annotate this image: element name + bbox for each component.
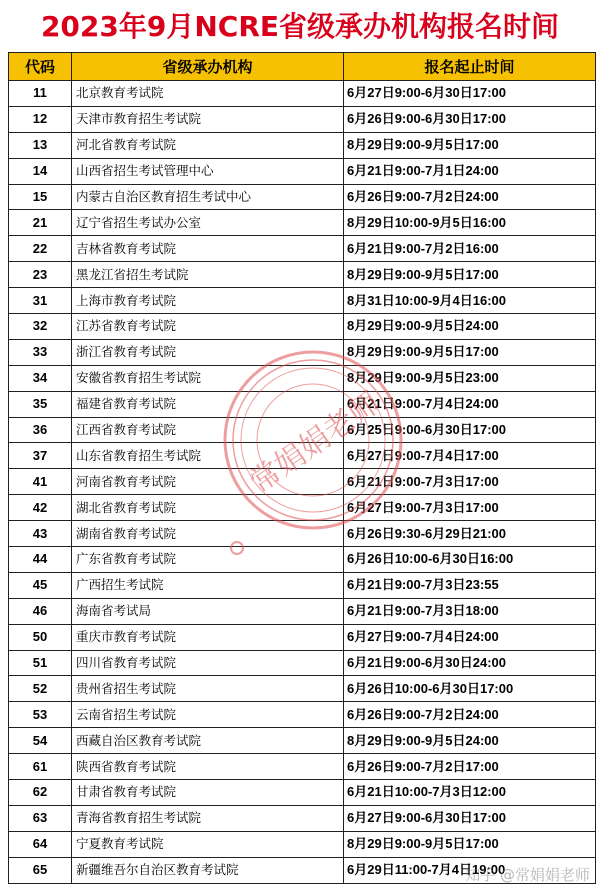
- cell-code: 42: [9, 495, 72, 521]
- svg-text:常娟娟老师: 常娟娟老师: [243, 385, 387, 501]
- table-row: [9, 184, 596, 210]
- cell-time: 6月26日10:00-6月30日16:00: [344, 547, 596, 573]
- cell-org: 吉林省教育考试院: [72, 236, 344, 262]
- cell-code: 22: [9, 236, 72, 262]
- cell-org: 广西招生考试院: [72, 572, 344, 598]
- cell-code: 12: [9, 106, 72, 132]
- table-row: [9, 650, 596, 676]
- cell-org: 陕西省教育考试院: [72, 754, 344, 780]
- cell-code: 51: [9, 650, 72, 676]
- cell-time: 6月21日9:00-7月2日16:00: [344, 236, 596, 262]
- cell-code: 15: [9, 184, 72, 210]
- table-row: [9, 521, 596, 547]
- cell-code: 63: [9, 805, 72, 831]
- table-row: [9, 210, 596, 236]
- cell-time: 6月21日9:00-7月4日24:00: [344, 391, 596, 417]
- table-row: [9, 676, 596, 702]
- header-time: 报名起止时间: [344, 53, 596, 81]
- cell-code: 35: [9, 391, 72, 417]
- cell-org: 甘肃省教育考试院: [72, 780, 344, 806]
- cell-org: 辽宁省招生考试办公室: [72, 210, 344, 236]
- table-row: [9, 831, 596, 857]
- cell-time: 6月21日10:00-7月3日12:00: [344, 780, 596, 806]
- cell-time: 6月27日9:00-6月30日17:00: [344, 81, 596, 107]
- cell-org: 重庆市教育考试院: [72, 624, 344, 650]
- cell-time: 6月27日9:00-7月4日17:00: [344, 443, 596, 469]
- stamp-dot: [229, 540, 245, 556]
- cell-code: 65: [9, 857, 72, 883]
- cell-time: 6月25日9:00-6月30日17:00: [344, 417, 596, 443]
- cell-code: 41: [9, 469, 72, 495]
- cell-code: 32: [9, 314, 72, 340]
- table-row: [9, 391, 596, 417]
- table-row: [9, 417, 596, 443]
- cell-code: 21: [9, 210, 72, 236]
- cell-org: 福建省教育考试院: [72, 391, 344, 417]
- table-row: [9, 365, 596, 391]
- cell-time: 8月29日9:00-9月5日24:00: [344, 728, 596, 754]
- header-code: 代码: [9, 53, 72, 81]
- cell-org: 天津市教育招生考试院: [72, 106, 344, 132]
- cell-code: 53: [9, 702, 72, 728]
- cell-time: 6月26日9:00-7月2日24:00: [344, 702, 596, 728]
- table-row: [9, 547, 596, 573]
- cell-time: 6月27日9:00-6月30日17:00: [344, 805, 596, 831]
- table-header-row: [9, 53, 596, 81]
- cell-code: 13: [9, 132, 72, 158]
- cell-org: 青海省教育招生考试院: [72, 805, 344, 831]
- cell-time: 6月26日9:00-6月30日17:00: [344, 106, 596, 132]
- cell-time: 6月26日9:30-6月29日21:00: [344, 521, 596, 547]
- cell-org: 上海市教育考试院: [72, 288, 344, 314]
- cell-time: 8月29日9:00-9月5日23:00: [344, 365, 596, 391]
- cell-org: 新疆维吾尔自治区教育考试院: [72, 857, 344, 883]
- table-row: [9, 236, 596, 262]
- cell-time: 8月31日10:00-9月4日16:00: [344, 288, 596, 314]
- table-row: [9, 443, 596, 469]
- table-row: [9, 158, 596, 184]
- cell-code: 54: [9, 728, 72, 754]
- cell-time: 6月26日9:00-7月2日24:00: [344, 184, 596, 210]
- cell-org: 安徽省教育招生考试院: [72, 365, 344, 391]
- table-row: [9, 132, 596, 158]
- table-row: [9, 572, 596, 598]
- table-row: [9, 780, 596, 806]
- cell-org: 河北省教育考试院: [72, 132, 344, 158]
- cell-time: 8月29日9:00-9月5日17:00: [344, 262, 596, 288]
- table-row: [9, 339, 596, 365]
- cell-org: 黑龙江省招生考试院: [72, 262, 344, 288]
- table-row: [9, 495, 596, 521]
- watermark: 知乎 @常娟娟老师: [465, 866, 590, 884]
- cell-org: 山东省教育招生考试院: [72, 443, 344, 469]
- cell-org: 江西省教育考试院: [72, 417, 344, 443]
- cell-code: 36: [9, 417, 72, 443]
- cell-code: 50: [9, 624, 72, 650]
- cell-org: 西藏自治区教育考试院: [72, 728, 344, 754]
- cell-code: 44: [9, 547, 72, 573]
- table-row: [9, 805, 596, 831]
- registration-table: [8, 52, 596, 884]
- table-body: [9, 81, 596, 884]
- cell-org: 江苏省教育考试院: [72, 314, 344, 340]
- table-row: [9, 106, 596, 132]
- cell-code: 11: [9, 81, 72, 107]
- cell-time: 8月29日9:00-9月5日17:00: [344, 339, 596, 365]
- table-row: [9, 728, 596, 754]
- table-row: [9, 624, 596, 650]
- table-row: [9, 262, 596, 288]
- table-row: [9, 469, 596, 495]
- table-row: [9, 288, 596, 314]
- table-row: [9, 81, 596, 107]
- cell-code: 45: [9, 572, 72, 598]
- cell-time: 6月21日9:00-7月3日17:00: [344, 469, 596, 495]
- page-title: 2023年9月NCRE省级承办机构报名时间: [40, 10, 560, 43]
- cell-code: 34: [9, 365, 72, 391]
- cell-code: 52: [9, 676, 72, 702]
- cell-org: 北京教育考试院: [72, 81, 344, 107]
- cell-time: 6月21日9:00-6月30日24:00: [344, 650, 596, 676]
- cell-time: 8月29日9:00-9月5日17:00: [344, 831, 596, 857]
- cell-org: 湖北省教育考试院: [72, 495, 344, 521]
- cell-code: 43: [9, 521, 72, 547]
- cell-org: 宁夏教育考试院: [72, 831, 344, 857]
- cell-code: 64: [9, 831, 72, 857]
- cell-code: 46: [9, 598, 72, 624]
- cell-code: 37: [9, 443, 72, 469]
- cell-time: 6月21日9:00-7月3日23:55: [344, 572, 596, 598]
- cell-time: 6月27日9:00-7月3日17:00: [344, 495, 596, 521]
- cell-time: 8月29日9:00-9月5日17:00: [344, 132, 596, 158]
- cell-time: 6月21日9:00-7月3日18:00: [344, 598, 596, 624]
- cell-code: 61: [9, 754, 72, 780]
- cell-time: 6月26日10:00-6月30日17:00: [344, 676, 596, 702]
- cell-time: 8月29日9:00-9月5日24:00: [344, 314, 596, 340]
- cell-code: 31: [9, 288, 72, 314]
- cell-org: 广东省教育考试院: [72, 547, 344, 573]
- cell-code: 33: [9, 339, 72, 365]
- table-row: [9, 754, 596, 780]
- cell-time: 8月29日10:00-9月5日16:00: [344, 210, 596, 236]
- table-row: [9, 702, 596, 728]
- cell-time: 6月21日9:00-7月1日24:00: [344, 158, 596, 184]
- cell-code: 14: [9, 158, 72, 184]
- cell-code: 23: [9, 262, 72, 288]
- cell-code: 62: [9, 780, 72, 806]
- cell-org: 云南省招生考试院: [72, 702, 344, 728]
- cell-org: 内蒙古自治区教育招生考试中心: [72, 184, 344, 210]
- cell-org: 湖南省教育考试院: [72, 521, 344, 547]
- cell-org: 四川省教育考试院: [72, 650, 344, 676]
- cell-org: 贵州省招生考试院: [72, 676, 344, 702]
- header-org: 省级承办机构: [72, 53, 344, 81]
- cell-org: 海南省考试局: [72, 598, 344, 624]
- cell-time: 6月29日11:00-7月4日19:00: [344, 857, 596, 883]
- cell-time: 6月26日9:00-7月2日17:00: [344, 754, 596, 780]
- table-row: [9, 598, 596, 624]
- cell-time: 6月27日9:00-7月4日24:00: [344, 624, 596, 650]
- cell-org: 河南省教育考试院: [72, 469, 344, 495]
- cell-org: 浙江省教育考试院: [72, 339, 344, 365]
- table-row: [9, 314, 596, 340]
- cell-org: 山西省招生考试管理中心: [72, 158, 344, 184]
